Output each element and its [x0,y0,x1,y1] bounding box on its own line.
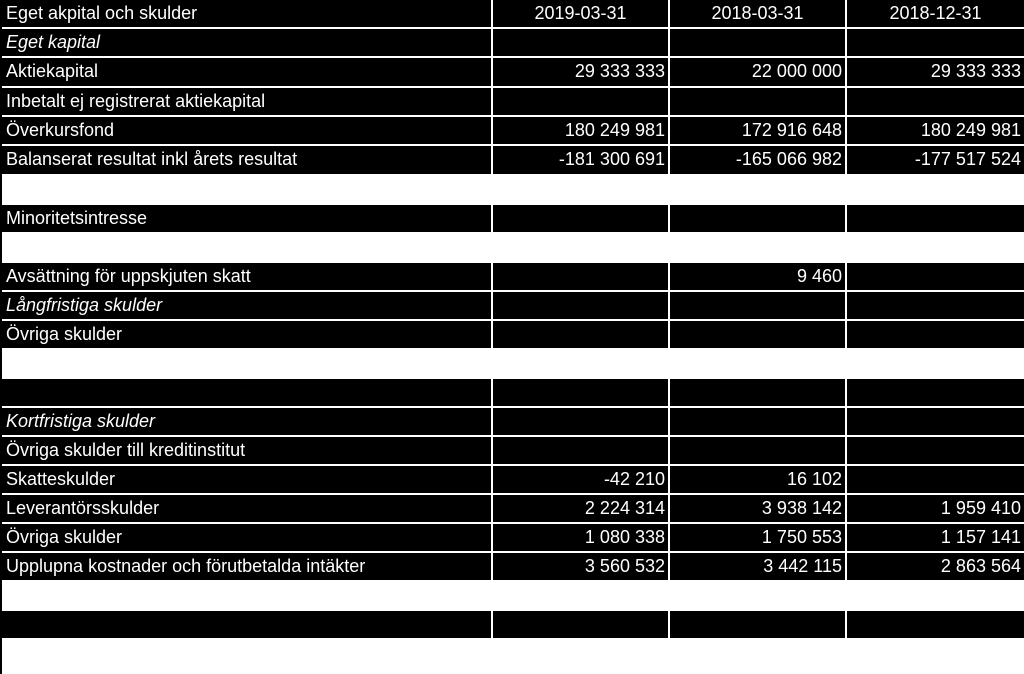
row-value[interactable] [847,263,1024,290]
row-value[interactable] [670,205,847,232]
row-value[interactable]: 16 102 [670,466,847,493]
row-value[interactable] [847,292,1024,319]
row-value[interactable] [670,437,847,464]
header-label[interactable]: Eget akpital och skulder [2,0,493,27]
row-value[interactable]: -165 066 982 [670,146,847,174]
header-date-1[interactable]: 2019-03-31 [493,0,670,27]
row-value[interactable] [493,29,670,56]
row-value[interactable] [847,29,1024,56]
row-value[interactable]: 2 863 564 [847,553,1024,580]
row-value[interactable]: 180 249 981 [847,117,1024,144]
table-row [2,88,1024,117]
table-row [2,146,1024,176]
row-value[interactable] [670,88,847,115]
empty-cell [2,350,493,379]
row-label[interactable]: Eget kapital [2,29,493,56]
row-value[interactable] [493,611,670,638]
table-row [2,437,1024,466]
row-value[interactable] [493,408,670,435]
row-value[interactable]: 172 916 648 [670,117,847,144]
row-value[interactable]: 180 249 981 [493,117,670,144]
table-row [2,321,1024,350]
row-label[interactable]: Skatteskulder [2,466,493,493]
row-value[interactable] [493,321,670,348]
table-row [2,29,1024,58]
row-value[interactable]: 3 938 142 [670,495,847,522]
header-date-2[interactable]: 2018-03-31 [670,0,847,27]
row-value[interactable] [670,611,847,638]
row-label[interactable]: Leverantörsskulder [2,495,493,522]
table-row [2,553,1024,582]
row-value[interactable] [847,437,1024,464]
row-value[interactable] [847,408,1024,435]
header-row [2,0,1024,29]
spacer-row [2,234,1024,263]
row-value[interactable] [847,379,1024,406]
row-value[interactable]: 9 460 [670,263,847,290]
row-value[interactable] [493,292,670,319]
table-row [2,379,1024,408]
row-value[interactable] [847,611,1024,638]
row-label[interactable]: Minoritetsintresse [2,205,493,232]
row-value[interactable] [670,408,847,435]
row-value[interactable]: 1 157 141 [847,524,1024,551]
row-label[interactable]: Avsättning för uppskjuten skatt [2,263,493,290]
row-value[interactable] [847,466,1024,493]
row-label[interactable] [2,611,493,638]
row-value[interactable] [493,263,670,290]
row-value[interactable] [493,437,670,464]
row-label[interactable]: Aktiekapital [2,58,493,86]
row-label[interactable]: Långfristiga skulder [2,292,493,319]
row-value[interactable]: -181 300 691 [493,146,670,174]
table-row [2,495,1024,524]
row-value[interactable] [670,292,847,319]
empty-cell [2,234,493,263]
row-value[interactable]: 3 442 115 [670,553,847,580]
row-value[interactable] [847,88,1024,115]
empty-cell [2,176,493,205]
table-row [2,117,1024,146]
row-value[interactable] [670,29,847,56]
row-value[interactable] [847,205,1024,232]
row-value[interactable]: -42 210 [493,466,670,493]
row-label[interactable] [2,379,493,406]
row-value[interactable] [493,205,670,232]
row-label[interactable]: Övriga skulder [2,524,493,551]
row-value[interactable] [670,379,847,406]
table-row [2,292,1024,321]
row-value[interactable]: 29 333 333 [847,58,1024,86]
row-value[interactable] [670,321,847,348]
row-label[interactable]: Balanserat resultat inkl årets resultat [2,146,493,174]
table-row [2,611,1024,640]
row-label[interactable]: Kortfristiga skulder [2,408,493,435]
row-value[interactable]: 29 333 333 [493,58,670,86]
empty-cell [2,582,493,611]
row-value[interactable]: 1 959 410 [847,495,1024,522]
header-date-3[interactable]: 2018-12-31 [847,0,1024,27]
table-row [2,466,1024,495]
spacer-row [2,350,1024,379]
row-value[interactable] [847,321,1024,348]
row-label[interactable]: Inbetalt ej registrerat aktiekapital [2,88,493,115]
row-value[interactable]: 2 224 314 [493,495,670,522]
row-label[interactable]: Överkursfond [2,117,493,144]
row-value[interactable]: 3 560 532 [493,553,670,580]
table-row [2,205,1024,234]
row-value[interactable] [493,379,670,406]
spacer-row [2,582,1024,611]
row-value[interactable] [493,88,670,115]
row-value[interactable]: -177 517 524 [847,146,1024,174]
row-value[interactable]: 1 750 553 [670,524,847,551]
table-row [2,263,1024,292]
row-value[interactable]: 1 080 338 [493,524,670,551]
row-label[interactable]: Övriga skulder [2,321,493,348]
row-label[interactable]: Övriga skulder till kreditinstitut [2,437,493,464]
table-row [2,408,1024,437]
row-value[interactable]: 22 000 000 [670,58,847,86]
table-row [2,58,1024,88]
row-label[interactable]: Upplupna kostnader och förutbetalda intäkter [2,553,493,580]
table-row [2,524,1024,553]
spacer-row [2,176,1024,205]
